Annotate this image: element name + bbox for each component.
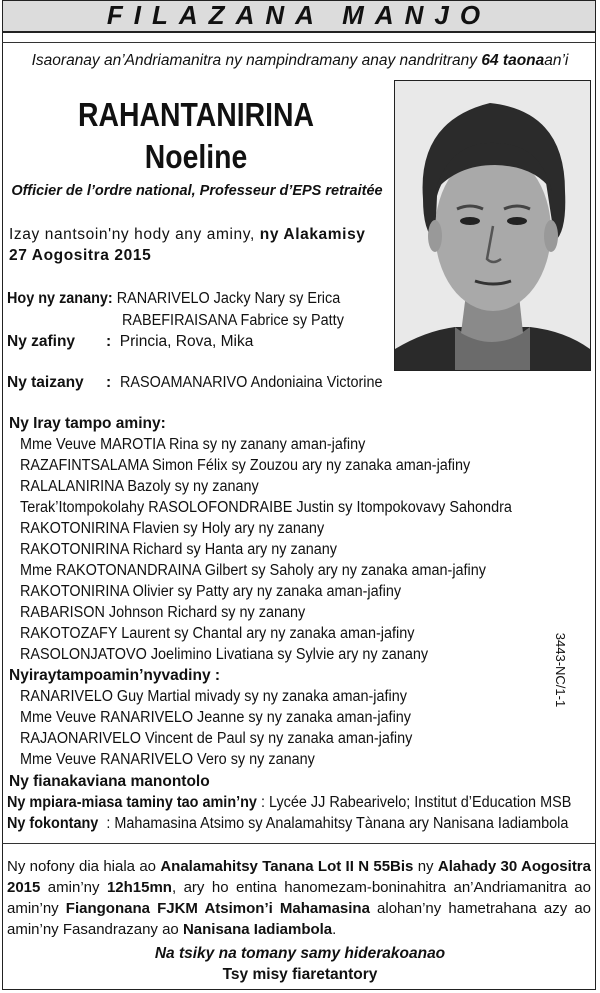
relative-item: Terak’Itompokolahy RASOLOFONDRAIBE Justin sy Itompokovavy Sahondra <box>20 499 512 516</box>
relatives-label: Ny Iray tampo aminy: <box>9 415 166 432</box>
divider <box>2 843 596 844</box>
relative-item: RAKOTONIRINA Richard sy Hanta ary ny zanany <box>20 541 337 558</box>
closing-verse: Na tsiky na tomany samy hiderakoanao <box>154 945 446 962</box>
notice-title: FILAZANA MANJO <box>106 0 492 30</box>
relative-item: Mme Veuve MAROTIA Rina sy ny zanany aman-jafiny <box>20 436 366 453</box>
grandchildren-names: Princia, Rova, Mika <box>119 333 254 350</box>
cousin-item: Mme Veuve RANARIVELO Vero sy ny zanany <box>20 751 315 768</box>
sibling-value: : RASOAMANARIVO Andoniaina Victorine <box>106 374 383 391</box>
colleagues-value: : Lycée JJ Rabearivelo; Institut d’Education MSB <box>260 794 572 811</box>
grandchildren-value: : Princia, Rova, Mika <box>106 333 254 350</box>
relative-item: RAKOTONIRINA Olivier sy Patty ary ny zanaka aman-jafiny <box>20 583 402 600</box>
children-row <box>7 290 365 308</box>
portrait-photo <box>394 80 591 371</box>
colleagues-label: Ny mpiara-miasa taminy tao amin’ny <box>7 794 257 811</box>
relative-item: RAKOTOZAFY Laurent sy Chantal ary ny zanaka aman-jafiny <box>20 625 415 642</box>
sibling-row <box>7 374 84 392</box>
relative-item: RAZAFINTSALAMA Simon Félix sy Zouzou ary ny zanaka aman-jafiny <box>20 457 471 474</box>
portrait-illustration <box>395 81 590 370</box>
cousin-item: RAJAONARIVELO Vincent de Paul sy ny zanaka aman-jafiny <box>20 730 413 747</box>
grandchildren-label: Ny zafiny <box>7 333 76 350</box>
colleagues-row <box>7 794 600 812</box>
children-row-2 <box>122 312 361 330</box>
neighborhood-label: Ny fokontany <box>7 815 99 832</box>
children-names-1: RANARIVELO Jacky Nary sy Erica <box>116 290 341 307</box>
deceased-title: Officier de l’ordre national, Professeur d’EPS retraitée <box>11 183 383 199</box>
closing-line: Tsy misy fiaretantory <box>222 966 378 983</box>
relative-item: RABARISON Johnson Richard sy ny zanany <box>20 604 306 621</box>
sibling-name: RASOAMANARIVO Andoniaina Victorine <box>119 374 383 391</box>
relative-item: RAKOTONIRINA Flavien sy Holy ary ny zanany <box>20 520 325 537</box>
neighborhood-row <box>7 815 600 833</box>
neighborhood-value: : Mahamasina Atsimo sy Analamahitsy Tànana ary Nanisana Iadiambola <box>106 815 569 832</box>
relative-item: RALALANIRINA Bazoly sy ny zanany <box>20 478 259 495</box>
cousins-label: Nyiraytampoamin’nyvadiny : <box>9 667 221 684</box>
deceased-surname: RAHANTANIRINA <box>78 96 314 133</box>
funeral-details: Ny nofony dia hiala ao Analamahitsy Tanana Lot II N 55Bis ny Alahady 30 Aogositra 2015 amin’ny 12h15mn, ary ho entina hanomezam-boninahitra an’Andriamanitra ao amin’ny Fiangonana FJKM Atsimon’i Mahamasina alohan’ny hametrahana azy ao amin’ny Fasandrazany ao Nanisana Iadiambola. <box>7 858 591 938</box>
cousin-item: Mme Veuve RANARIVELO Jeanne sy ny zanaka aman-jafiny <box>20 709 412 726</box>
relative-item: RASOLONJATOVO Joelimino Livatiana sy Sylvie ary ny zanany <box>20 646 429 663</box>
children-label: Hoy ny zanany: <box>7 290 113 307</box>
cousin-item: RANARIVELO Guy Martial mivady sy ny zanaka aman-jafiny <box>20 688 407 705</box>
relative-item: Mme RAKOTONANDRAINA Gilbert sy Saholy ary ny zanaka aman-jafiny <box>20 562 486 579</box>
extended-family-label: Ny fianakaviana manontolo <box>9 773 210 790</box>
divider <box>2 42 596 43</box>
death-line: Izay nantsoin'ny hody any aminy, ny Alakamisy <box>9 226 366 243</box>
children-names-2: RABEFIRAISANA Fabrice sy Patty <box>122 312 344 329</box>
reference-code: 3443-NC/1-1 <box>553 632 568 708</box>
deceased-first-name: Noeline <box>144 138 248 175</box>
death-date: 27 Aogositra 2015 <box>9 247 152 264</box>
intro-line: Isaoranay an’Andriamanitra ny nampindramany anay nandritrany 64 taonaan’i <box>31 52 569 69</box>
grandchildren-row <box>7 333 75 351</box>
sibling-label: Ny taizany <box>7 374 84 391</box>
